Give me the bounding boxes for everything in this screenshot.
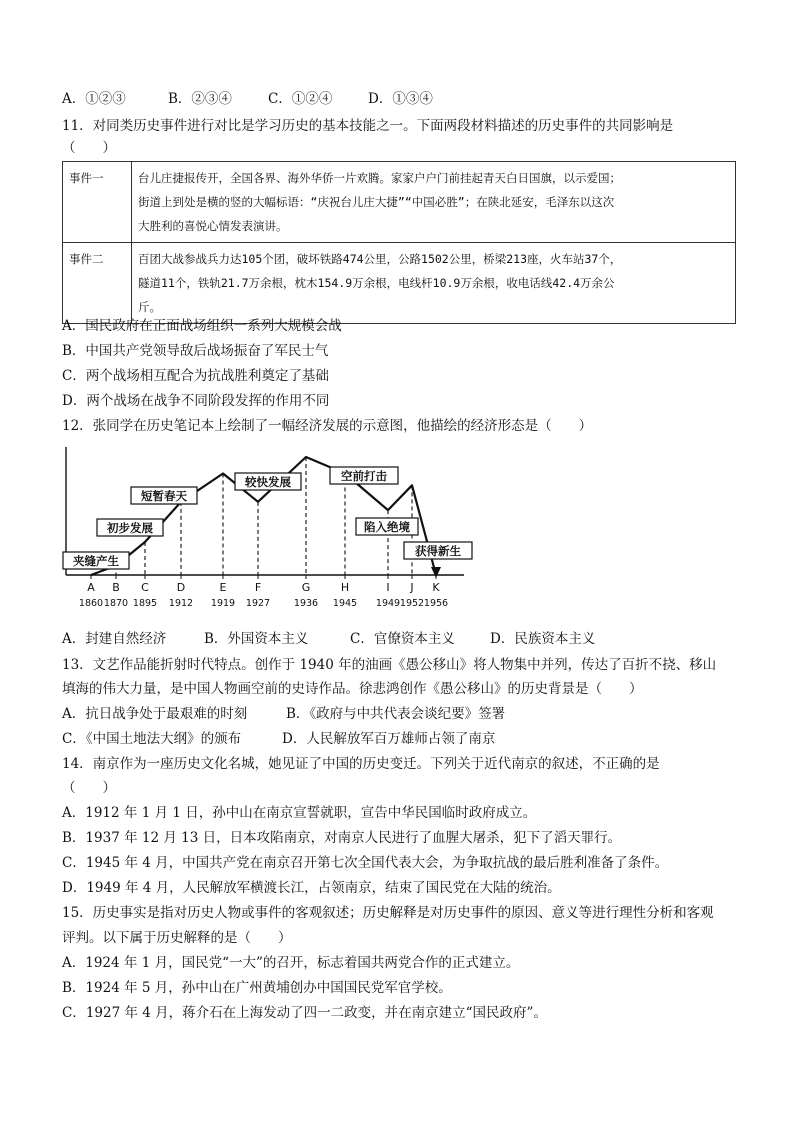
x-tick-year: 1945 xyxy=(332,598,358,609)
q12-option-d[interactable]: D．民族资本主义 xyxy=(490,631,596,647)
table-row xyxy=(63,162,736,243)
chart-annotation xyxy=(356,518,418,535)
x-tick-year: 1860 xyxy=(78,598,104,609)
x-tick-letter: I xyxy=(386,581,390,594)
q14-option-b[interactable]: B．1937 年 12 月 13 日，日本攻陷南京，对南京人民进行了血腥大屠杀，犯下了滔天罪行。 xyxy=(62,830,622,846)
chart-annotation-label: 初步发展 xyxy=(107,521,153,535)
chart-annotation xyxy=(97,519,163,536)
event-line: 百团大战参战兵力达105个团，破坏铁路474公里，公路1502公里，桥梁213座，火车站37个， xyxy=(138,252,622,266)
chart-annotation xyxy=(404,542,472,559)
event-label: 事件一 xyxy=(63,162,132,243)
q13-option-a[interactable]: A．抗日战争处于最艰难的时刻 xyxy=(62,706,248,722)
chart-annotation xyxy=(131,487,197,504)
q12-option-b[interactable]: B．外国资本主义 xyxy=(204,631,309,647)
x-tick-letter: G xyxy=(301,581,311,594)
q15-option-c[interactable]: C．1927 年 4 月，蒋介石在上海发动了四一二政变，并在南京建立“国民政府”。 xyxy=(62,1005,547,1021)
q12-option-c[interactable]: C．官僚资本主义 xyxy=(350,631,455,647)
q10-option-a[interactable]: A．①②③ xyxy=(62,91,126,107)
q12-options xyxy=(62,630,595,648)
chart-annotation xyxy=(330,467,398,484)
q11-option-d[interactable]: D．两个战场在战争不同阶段发挥的作用不同 xyxy=(62,393,330,409)
x-tick-letter: C xyxy=(141,581,149,594)
x-tick-letter: E xyxy=(219,581,227,594)
q15-option-a[interactable]: A．1924 年 1 月，国民党“一大”的召开，标志着国共两党合作的正式建立。 xyxy=(62,955,520,971)
event-line: 大胜利的喜悦心情发表演讲。 xyxy=(138,219,288,233)
q11-option-c[interactable]: C．两个战场相互配合为抗战胜利奠定了基础 xyxy=(62,368,329,384)
event-line: 隧道11个，铁轨21.7万余根，枕木154.9万余根，电线杆10.9万余根，收电话线42.4万余公 xyxy=(138,276,615,290)
q14-stem-line2: （ ） xyxy=(62,780,116,796)
x-tick-year: 1927 xyxy=(245,598,271,609)
q13-options-row2 xyxy=(62,730,495,748)
x-tick-year: 1936 xyxy=(293,598,319,609)
q14-option-a[interactable]: A．1912 年 1 月 1 日，孙中山在南京宣誓就职，宣告中华民国临时政府成立。 xyxy=(62,805,537,821)
q12-option-a[interactable]: A．封建自然经济 xyxy=(62,631,167,647)
q10-option-b[interactable]: B．②③④ xyxy=(168,91,232,107)
q13-option-c[interactable]: C．《中国土地法大纲》的颁布 xyxy=(62,731,242,747)
chart-annotation xyxy=(63,552,129,569)
q10-option-c[interactable]: C．①②④ xyxy=(268,91,333,107)
x-tick-letter: A xyxy=(87,581,95,594)
q11-stem: 11．对同类历史事件进行对比是学习历史的基本技能之一。下面两段材料描述的历史事件的共同影响是 xyxy=(62,118,674,134)
event-label: 事件二 xyxy=(63,243,132,324)
x-tick-letter: J xyxy=(410,581,414,594)
x-tick-year: 1919 xyxy=(210,598,236,609)
q11-stem-blank: （ ） xyxy=(62,140,116,156)
q13-option-b[interactable]: B．《政府与中共代表会谈纪要》签署 xyxy=(286,706,506,722)
economy-development-chart xyxy=(60,443,480,615)
event-line: 街道上到处是横的竖的大幅标语：“庆祝台儿庄大捷”“中国必胜”；在陕北延安，毛泽东以这次 xyxy=(138,195,615,209)
chart-annotation-label: 获得新生 xyxy=(415,544,461,558)
chart-annotation-label: 空前打击 xyxy=(341,469,387,483)
event-line: 台儿庄捷报传开，全国各界、海外华侨一片欢腾。家家户户门前挂起青天白日国旗，以示爱国； xyxy=(138,171,621,185)
x-tick-year: 1895 xyxy=(132,598,158,609)
q13-options-row1 xyxy=(62,705,505,723)
x-tick-letter: B xyxy=(112,581,120,594)
x-tick-year: 1949 xyxy=(375,598,401,609)
q15-option-b[interactable]: B．1924 年 5 月，孙中山在广州黄埔创办中国国民党军官学校。 xyxy=(62,980,452,996)
q10-option-d[interactable]: D．①③④ xyxy=(368,91,433,107)
q13-option-d[interactable]: D．人民解放军百万雄师占领了南京 xyxy=(282,731,496,747)
x-tick-letter: K xyxy=(432,581,440,594)
chart-annotation-label: 陷入绝境 xyxy=(364,520,410,534)
chart-annotation-label: 夹缝产生 xyxy=(73,554,119,568)
x-tick-letter: F xyxy=(254,581,262,594)
q13-stem-line2: 填海的伟大力量，是中国人物画空前的史诗作品。徐悲鸿创作《愚公移山》的历史背景是（ ） xyxy=(62,681,643,697)
q13-stem-line1: 13．文艺作品能折射时代特点。创作于 1940 年的油画《愚公移山》将人物集中并列，传达了百折不挠、移山 xyxy=(62,657,717,673)
x-tick-year: 1956 xyxy=(423,598,449,609)
q15-stem-line2: 评判。以下属于历史解释的是（ ） xyxy=(62,930,292,946)
chart-annotation xyxy=(235,473,301,490)
event-content xyxy=(132,243,736,324)
q12-stem: 12．张同学在历史笔记本上绘制了一幅经济发展的示意图，他描绘的经济形态是（ ） xyxy=(62,418,593,434)
q11-events-table xyxy=(62,161,736,324)
x-tick-letter: D xyxy=(176,581,186,594)
table-row xyxy=(63,243,736,324)
event-line: 斤。 xyxy=(138,300,161,314)
chart-arrow xyxy=(431,567,441,578)
q10-options xyxy=(62,90,433,108)
x-tick-year: 1870 xyxy=(103,598,129,609)
event-content xyxy=(132,162,736,243)
x-tick-year: 1952 xyxy=(399,598,425,609)
x-tick-year: 1912 xyxy=(168,598,194,609)
q14-option-d[interactable]: D．1949 年 4 月，人民解放军横渡长江，占领南京，结束了国民党在大陆的统治。 xyxy=(62,880,561,896)
q11-option-b[interactable]: B．中国共产党领导敌后战场振奋了军民士气 xyxy=(62,343,329,359)
q11-option-a[interactable]: A．国民政府在正面战场组织一系列大规模会战 xyxy=(62,318,342,334)
chart-annotation-label: 短暂春天 xyxy=(141,489,187,503)
x-tick-letter: H xyxy=(340,581,350,594)
chart-annotation-label: 较快发展 xyxy=(245,475,291,489)
q14-option-c[interactable]: C．1945 年 4 月，中国共产党在南京召开第七次全国代表大会，为争取抗战的最后胜利准备了条件。 xyxy=(62,855,669,871)
q14-stem-line1: 14．南京作为一座历史文化名城，她见证了中国的历史变迁。下列关于近代南京的叙述，不正确的是 xyxy=(62,756,660,772)
q15-stem-line1: 15．历史事实是指对历史人物或事件的客观叙述；历史解释是对历史事件的原因、意义等进行理性分析和客观 xyxy=(62,905,714,921)
